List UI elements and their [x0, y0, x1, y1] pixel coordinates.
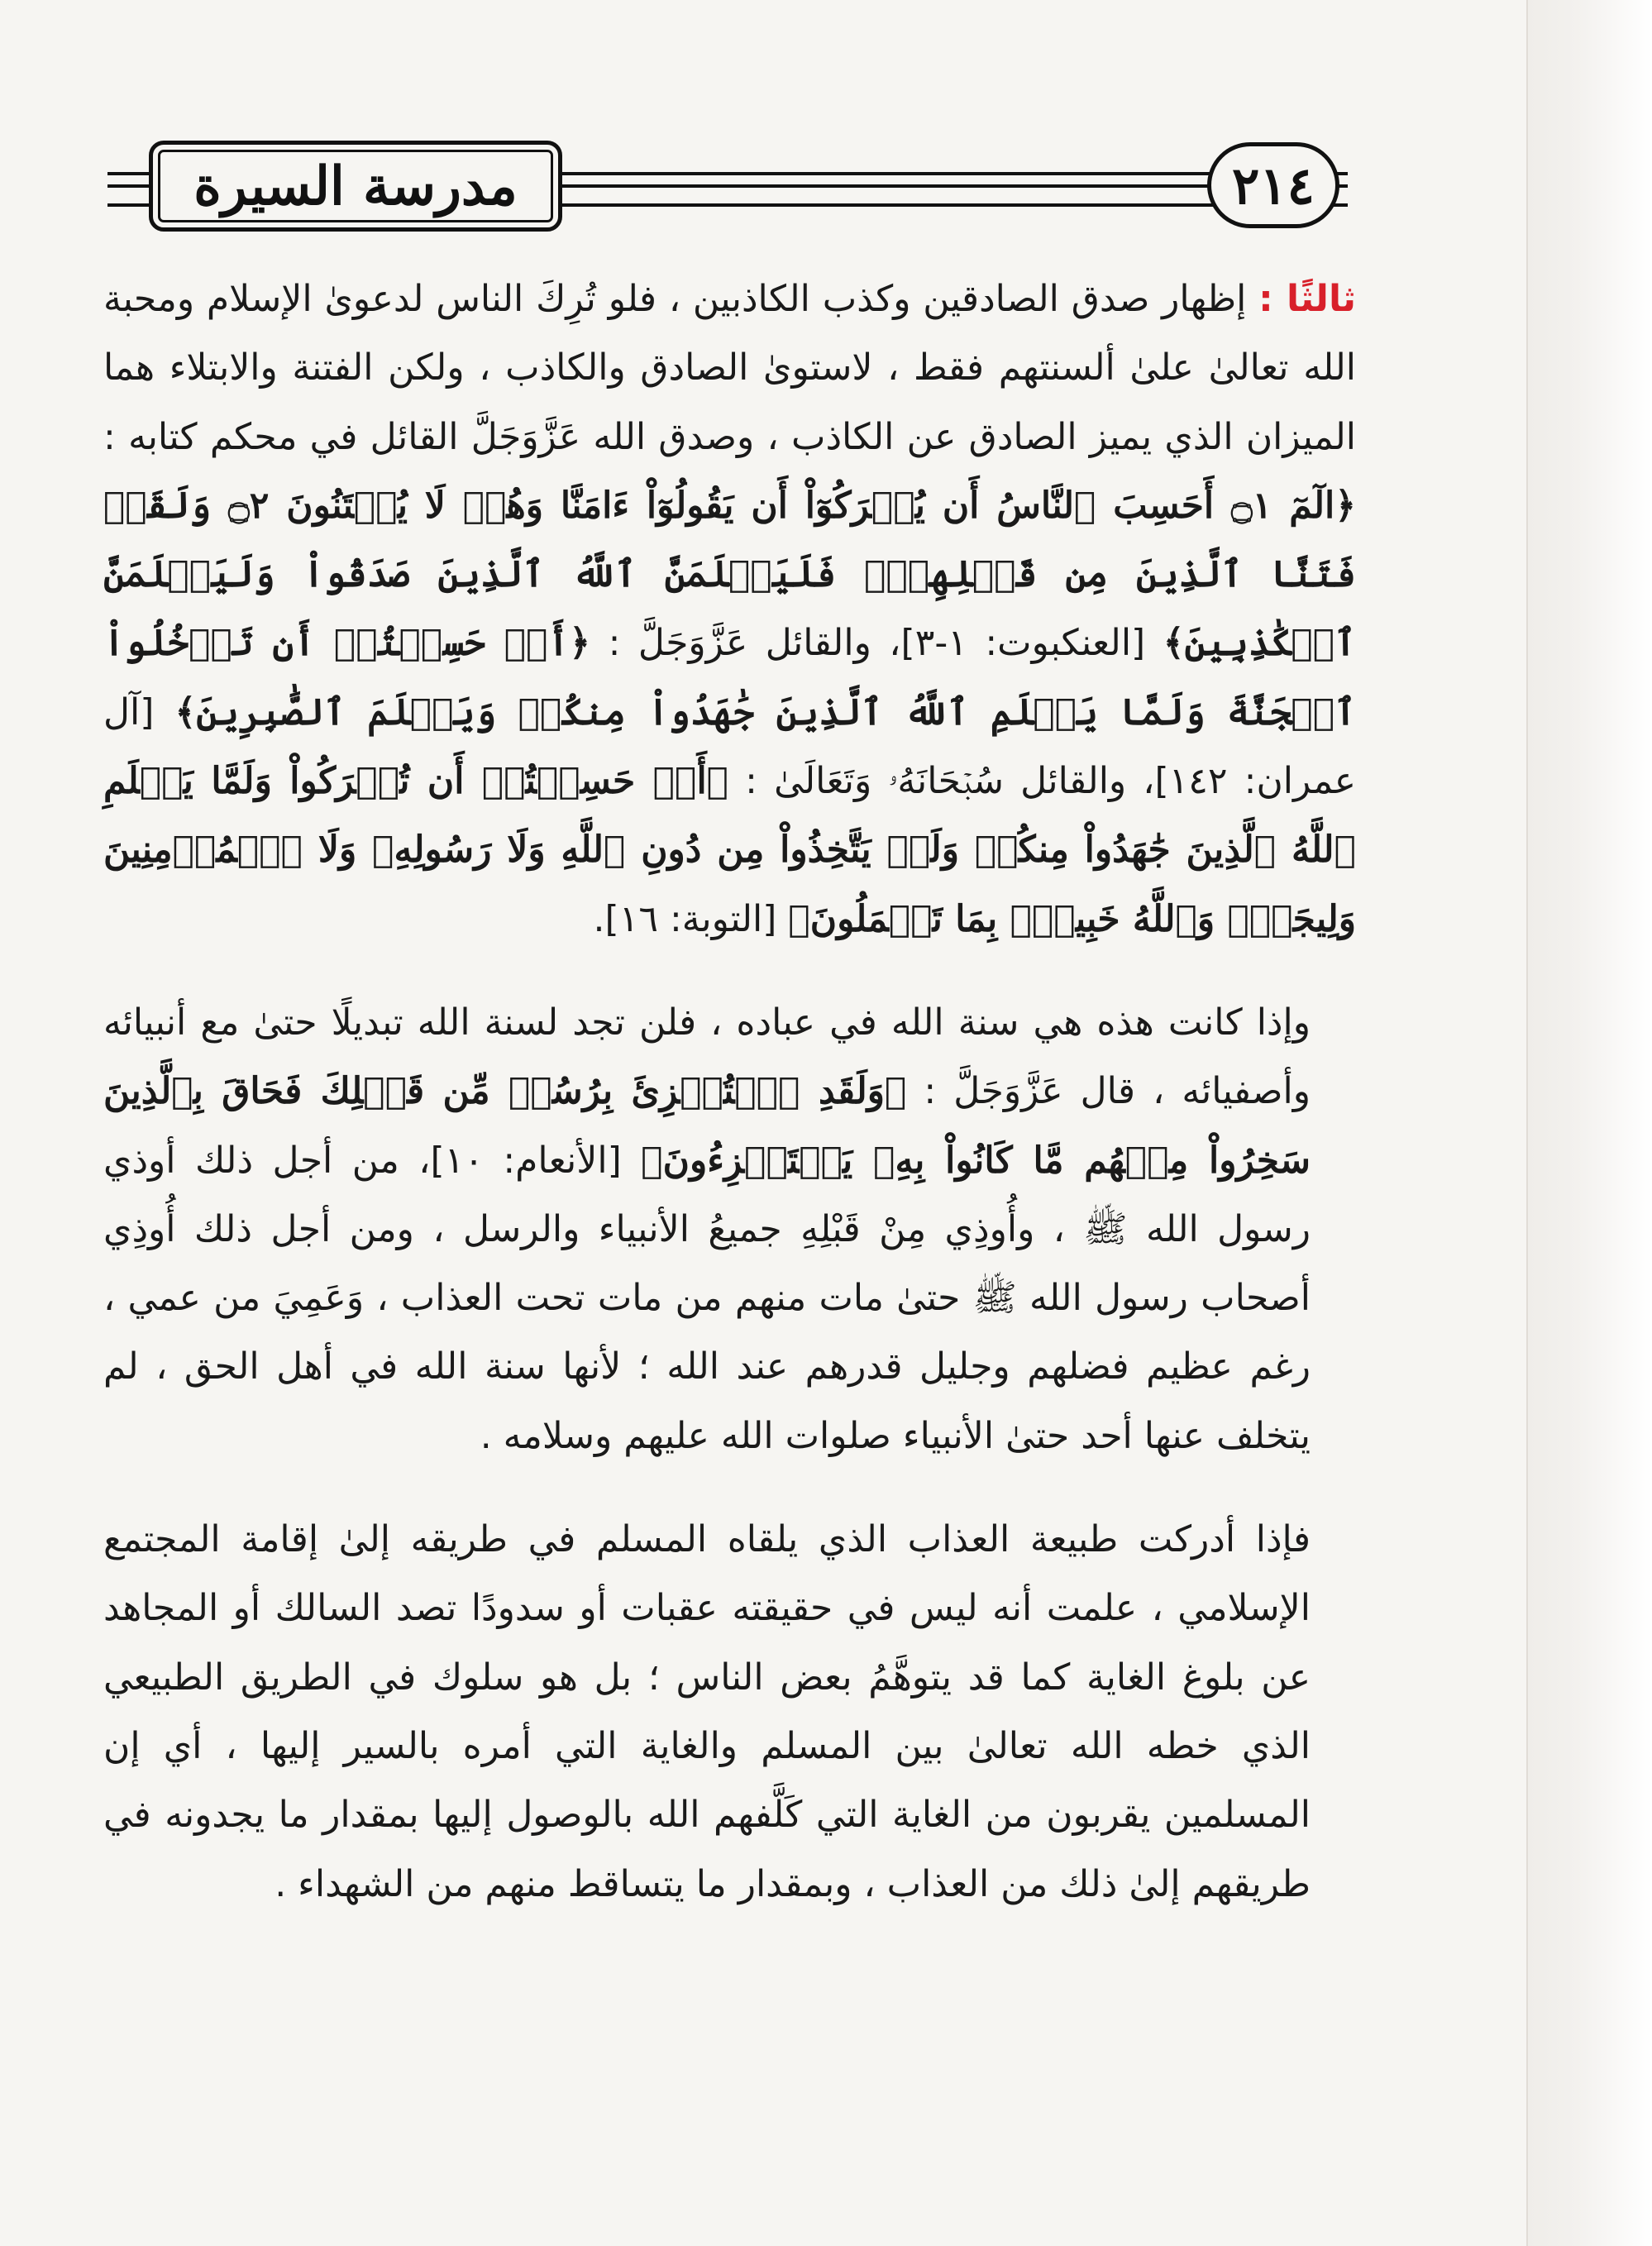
page-number-cartouche — [1207, 142, 1339, 228]
paragraph-text: وإذا كانت هذه هي سنة الله في عباده ، فلن تجد لسنة الله تبديلًا حتىٰ مع أنبيائه وأصفيائه ، قال عَزَّوَجَلَّ : — [103, 1001, 1311, 1113]
quran-verse: ﴿أَمۡ حَسِبۡتُمۡ أَن تُتۡرَكُواْ وَلَمَّا يَعۡلَمِ ٱللَّهُ ٱلَّذِينَ جَٰهَدُواْ مِنكُمۡ وَلَمۡ يَتَّخِذُواْ مِن دُونِ ٱللَّهِ وَلَا رَسُولِهِۦ وَلَا ٱلۡمُؤۡمِنِينَ وَلِيجَةٗۚ وَٱللَّهُ خَبِيرُۢ بِمَا تَعۡمَلُونَ﴾ — [103, 760, 1356, 940]
section-lead-word: ثالثًا : — [1258, 278, 1356, 320]
paragraph-text: ، والقائل سُبۡحَانَهُۥ وَتَعَالَىٰ : — [728, 760, 1155, 803]
verse-reference: [آل عمران: ١٤٢] — [103, 691, 1356, 803]
book-title-cartouche — [149, 141, 562, 232]
page-header — [107, 141, 1348, 232]
paragraph-text: ، والقائل عَزَّوَجَلَّ : — [590, 622, 901, 665]
paragraph-text: فإذا أدركت طبيعة العذاب الذي يلقاه المسلم في طريقه إلىٰ إقامة المجتمع الإسلامي ، علمت أنه ليس في حقيقته عقبات أو سدودًا تصد السالك أو المجاهد عن بلوغ الغاية كما قد يتوهَّمُ بعض الناس ؛ بل هو سلوك في الطريق الطبيعي الذي خطه الله تعالىٰ بين المسلم والغاية التي أمره بالسير إليها ، أي إن المسلمين يقربون من الغاية التي كَلَّفهم الله بالوصول إليها بمقدار ما يجدونه في طريقهم إلىٰ ذلك من العذاب ، وبمقدار ما يتساقط منهم من الشهداء . — [103, 1518, 1311, 1905]
paragraph-text: إظهار صدق الصادقين وكذب الكاذبين ، فلو تُرِكَ الناس لدعوىٰ الإسلام ومحبة الله تعالىٰ علىٰ ألسنتهم فقط ، لاستوىٰ الصادق والكاذب ، ولكن الفتنة والابتلاء هما الميزان الذي يميز الصادق عن الكاذب ، وصدق الله عَزَّوَجَلَّ القائل في محكم كتابه : — [103, 278, 1356, 458]
page-number: ٢١٤ — [1232, 155, 1315, 216]
paragraph-text: . — [593, 897, 605, 940]
adjacent-page-edge — [1526, 0, 1652, 2246]
quran-verse: ﴿الٓمٓ ۝١ أَحَسِبَ ٱلنَّاسُ أَن يُتۡرَكُوٓاْ أَن يَقُولُوٓاْ ءَامَنَّا وَهُمۡ لَا يُفۡتَنُونَ ۝٢ وَلَقَدۡ فَتَنَّا ٱلَّذِينَ مِن قَبۡلِهِمۡۖ فَلَيَعۡلَمَنَّ ٱللَّهُ ٱلَّذِينَ صَدَقُواْ وَلَيَعۡلَمَنَّ ٱلۡكَٰذِبِينَ﴾ — [103, 484, 1356, 665]
quran-verse: ﴿وَلَقَدِ ٱسۡتُهۡزِئَ بِرُسُلٖ مِّن قَبۡلِكَ فَحَاقَ بِٱلَّذِينَ سَخِرُواْ مِنۡهُم مَّا كَانُواْ بِهِۦ يَسۡتَهۡزِءُونَ﴾ — [103, 1070, 1311, 1182]
paragraph-text: ، من أجل ذلك أوذي رسول الله ﷺ ، وأُوذِي مِنْ قَبْلِهِ جميعُ الأنبياء والرسل ، ومن أجل ذلك أُوذِي أصحاب رسول الله ﷺ حتىٰ مات منهم من مات تحت العذاب ، وَعَمِيَ من عمي ، رغم عظيم فضلهم وجليل قدرهم عند الله ؛ لأنها سنة الله في أهل الحق ، لم يتخلف عنها أحد حتىٰ الأنبياء صلوات الله عليهم وسلامه . — [103, 1139, 1311, 1457]
book-title: مدرسة السيرة — [193, 155, 518, 217]
verse-reference: [التوبة: ١٦] — [604, 897, 789, 940]
verse-reference: [الأنعام: ١٠] — [430, 1139, 642, 1182]
body-text — [103, 265, 1356, 1919]
paragraph-sunnah-of-allah — [103, 988, 1356, 1470]
quran-verse: ﴿أَمۡ حَسِبۡتُمۡ أَن تَدۡخُلُواْ ٱلۡجَنَّةَ وَلَمَّا يَعۡلَمِ ٱللَّهُ ٱلَّذِينَ جَٰهَدُواْ مِنكُمۡ وَيَعۡلَمَ ٱلصَّٰبِرِينَ﴾ — [103, 622, 1357, 734]
paragraph-third-point — [103, 265, 1356, 953]
paragraph-nature-of-torment — [103, 1505, 1356, 1919]
verse-reference: [العنكبوت: ١-٣] — [900, 622, 1163, 665]
